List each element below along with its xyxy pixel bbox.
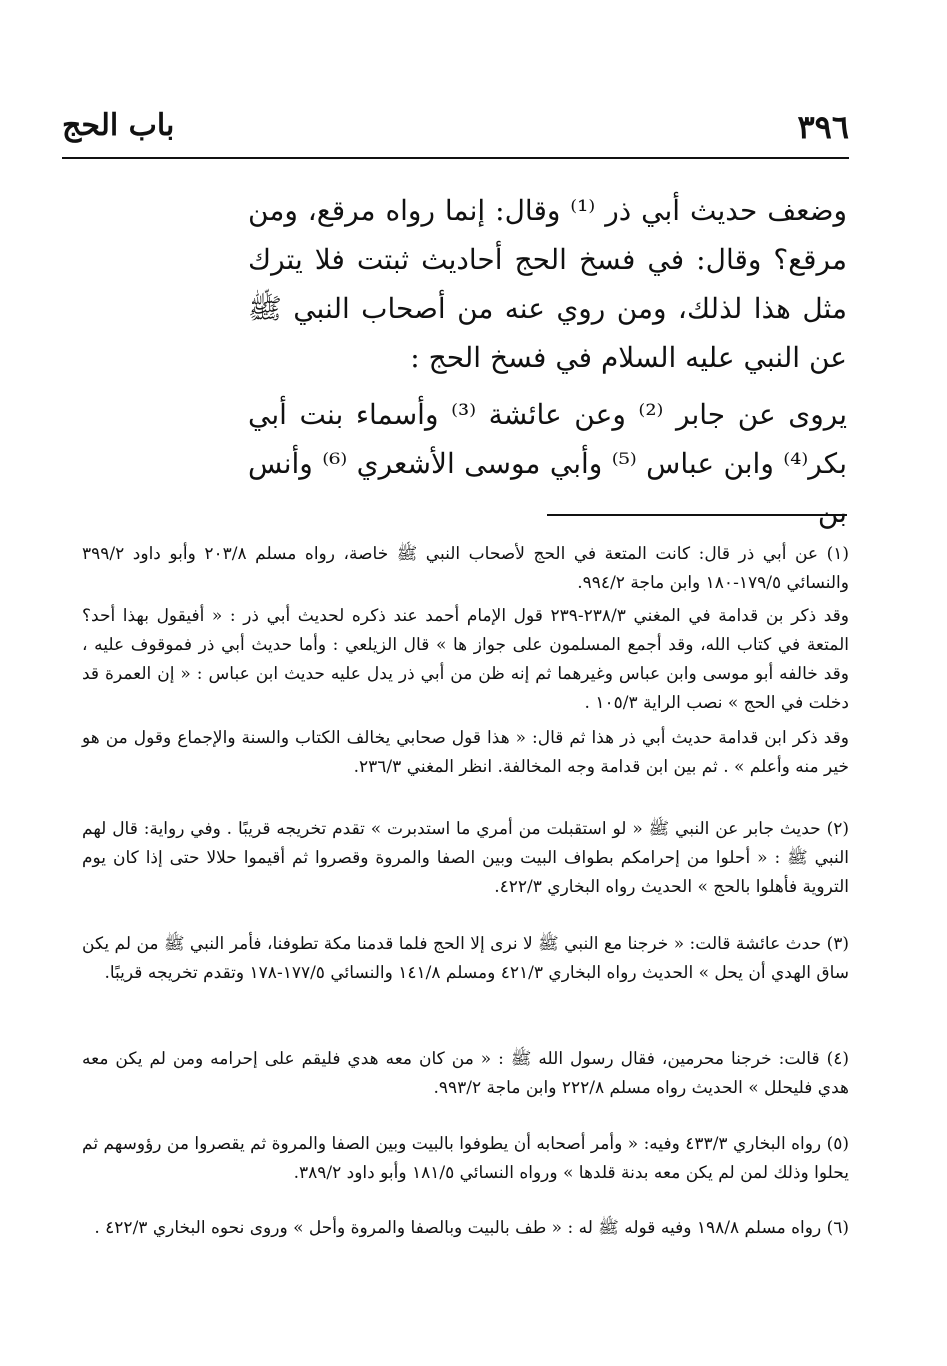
- footnote-separator: [547, 514, 847, 516]
- footnote-text: عن أبي ذر قال: كانت المتعة في الحج لأصحاب النبي ﷺ خاصة، رواه مسلم ٢٠٣/٨ وأبو داود ٣٩٩/٢ والنسائي ١٧٩/٥-١٨٠ وابن ماجة ٩٩٤/٢.: [82, 544, 849, 593]
- footnote-text: حدث عائشة قالت: « خرجنا مع النبي ﷺ لا نرى إلا الحج فلما قدمنا مكة تطوفنا، فأمر النبي ﷺ من لم يكن ساق الهدي أن يحل » الحديث رواه البخاري ٤٢١/٣ ومسلم ١٤١/٨ والنسائي ١٧٧/٥-١٧٨ وتقدم تخريجه قريبًا.: [82, 934, 849, 983]
- footnote-text: وقد ذكر بن قدامة في المغني ٢٣٨/٣-٢٣٩ قول الإمام أحمد عند ذكره لحديث أبي ذر : « أفيقول بهذا أحد؟ المتعة في كتاب الله، وقد أجمع المسلمون على جواز ها » قال الزيلعي : وأما حديث أبي ذر فموقوف عليه ، وقد خالفه أبو موسى وابن عباس وغيرهما ثم إنه ظن من أبي ذر يدل عليه حديث ابن عباس : « إن العمرة قد دخلت في الحج » نصب الراية ١٠٥/٣ .: [82, 606, 849, 713]
- footnote-3: [82, 930, 849, 988]
- footnote-6: [82, 1214, 849, 1243]
- footnote-2: [82, 815, 849, 902]
- body-paragraph-1-text: وضعف حديث أبي ذر ⁽¹⁾ وقال: إنما رواه مرقع، ومن مرقع؟ وقال: في فسخ الحج أحاديث ثبتت فلا يترك مثل هذا لذلك، ومن روي عنه من أصحاب النبي ﷺ عن النبي عليه السلام في فسخ الحج :: [248, 194, 847, 374]
- footnote-1: [82, 540, 849, 782]
- page-number: ٣٩٦: [797, 108, 849, 146]
- footnote-text: حديث جابر عن النبي ﷺ « لو استقبلت من أمري ما استدبرت » تقدم تخريجه قريبًا . وفي رواية: قال لهم النبي ﷺ : « أحلوا من إحرامكم بطواف البيت وبين الصفا والمروة وقصروا ثم أقيموا حلالا حتى إذا كان يوم التروية فأهلوا بالحج » الحديث رواه البخاري ٤٢٢/٣.: [82, 819, 849, 897]
- footnote-text: وقد ذكر ابن قدامة حديث أبي ذر هذا ثم قال: « هذا قول صحابي يخالف الكتاب والسنة والإجماع وقول من هو خير منه وأعلم » . ثم بين ابن قدامة وجه المخالفة. انظر المغني ٢٣٦/٣.: [82, 728, 850, 777]
- footnote-text: رواه البخاري ٤٣٣/٣ وفيه: « وأمر أصحابه أن يطوفوا بالبيت وبين الصفا والمروة ثم يقصروا من رؤوسهم ثم يحلوا وذلك لمن لم يكن معه بدنة قلدها » ورواه النسائي ١٨١/٥ وأبو داود ٣٨٩/٢.: [82, 1134, 849, 1183]
- body-paragraph-2-text: يروى عن جابر ⁽²⁾ وعن عائشة ⁽³⁾ وأسماء بنت أبي بكر⁽⁴⁾ وابن عباس ⁽⁵⁾ وأبي موسى الأشعري ⁽⁶⁾ وأنس بن: [248, 398, 847, 529]
- footnote-4: [82, 1045, 849, 1103]
- footnote-label: (٢): [826, 819, 849, 839]
- footnote-label: (١): [826, 544, 849, 564]
- footnote-5: [82, 1130, 849, 1188]
- footnote-text: قالت: خرجنا محرمين، فقال رسول الله ﷺ : « من كان معه هدي فليقم على إحرامه ومن لم يكن معه هدي فليحلل » الحديث رواه مسلم ٢٢٢/٨ وابن ماجة ٩٩٣/٢.: [82, 1049, 849, 1098]
- header-rule: [62, 157, 849, 159]
- chapter-title: باب الحج: [62, 108, 175, 143]
- page-header: [62, 108, 849, 154]
- footnote-label: (٤): [826, 1049, 850, 1069]
- body-paragraph-1: [248, 186, 847, 382]
- footnote-text: رواه مسلم ١٩٨/٨ وفيه قوله ﷺ له : « طف بالبيت وبالصفا والمروة وأحل » وروى نحوه البخاري ٤٢٢/٣ .: [94, 1218, 822, 1238]
- footnote-label: (٣): [826, 934, 849, 954]
- footnote-label: (٥): [826, 1134, 849, 1154]
- footnote-label: (٦): [826, 1218, 849, 1238]
